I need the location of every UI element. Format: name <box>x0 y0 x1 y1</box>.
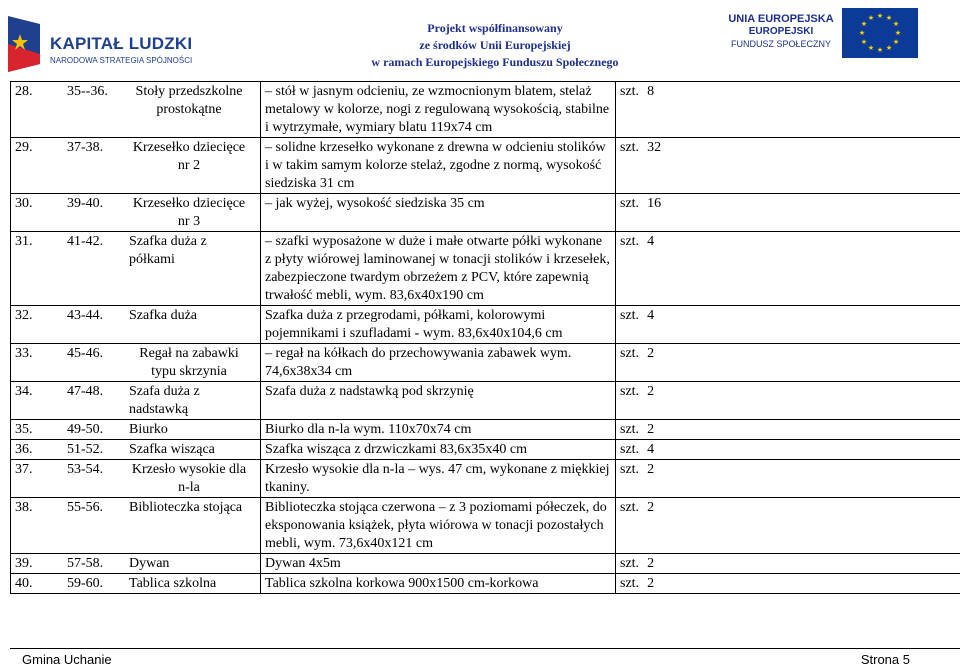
item-unit: szt. <box>620 308 640 323</box>
equipment-table <box>10 81 960 594</box>
table-row <box>11 554 960 574</box>
svg-text:★: ★ <box>867 14 875 22</box>
item-quantity: 2 <box>647 384 655 399</box>
item-unit: szt. <box>620 196 640 211</box>
item-name: Regał na zabawki typu skrzynia <box>139 346 239 379</box>
svg-text:★: ★ <box>867 44 875 52</box>
item-name: Szafa duża z nadstawką <box>129 384 200 417</box>
item-quantity: 4 <box>647 234 655 249</box>
item-name: Biurko <box>129 422 168 437</box>
item-unit: szt. <box>620 556 640 571</box>
item-pages: 41-42. <box>67 234 104 249</box>
item-description-cell <box>261 232 616 306</box>
eu-social-fund-logo <box>722 8 922 70</box>
item-pages: 43-44. <box>67 308 104 323</box>
item-description-cell <box>261 344 616 382</box>
table-row <box>11 460 960 498</box>
item-description: Tablica szkolna korkowa 900x1500 cm-korkowa <box>265 576 539 591</box>
item-id-cell <box>11 498 261 554</box>
item-description-cell <box>261 460 616 498</box>
item-unit: szt. <box>620 462 640 477</box>
svg-text:★: ★ <box>876 46 884 54</box>
item-unit: szt. <box>620 384 640 399</box>
item-pages: 59-60. <box>67 576 104 591</box>
item-unit: szt. <box>620 234 640 249</box>
item-description-cell <box>261 82 616 138</box>
item-unit: szt. <box>620 576 640 591</box>
item-number: 38. <box>15 500 33 515</box>
item-quantity-cell <box>616 138 960 194</box>
item-quantity: 32 <box>647 140 662 155</box>
svg-text:★: ★ <box>892 38 900 46</box>
item-number: 40. <box>15 576 33 591</box>
item-description: – jak wyżej, wysokość siedziska 35 cm <box>265 196 485 211</box>
table-row <box>11 574 960 594</box>
item-id-cell <box>11 194 261 232</box>
item-number: 28. <box>15 84 33 99</box>
eu-logo-line-3: FUNDUSZ SPOŁECZNY <box>730 39 831 49</box>
item-quantity-cell <box>616 440 960 460</box>
item-quantity: 8 <box>647 84 655 99</box>
item-description: Biurko dla n-la wym. 110x70x74 cm <box>265 422 472 437</box>
item-pages: 37-38. <box>67 140 104 155</box>
item-description-cell <box>261 440 616 460</box>
item-unit: szt. <box>620 140 640 155</box>
item-number: 39. <box>15 556 33 571</box>
item-pages: 53-54. <box>67 462 104 477</box>
item-name: Krzesełko dziecięce nr 3 <box>132 196 246 229</box>
item-description: – solidne krzesełko wykonane z drewna w odcieniu stolików i w takim samym kolorze stelaż, zgodne z normą, wysokość siedziska 31 cm <box>265 140 606 191</box>
item-number: 34. <box>15 384 33 399</box>
item-name: Tablica szkolna <box>129 576 217 591</box>
svg-text:★: ★ <box>858 29 866 37</box>
item-number: 33. <box>15 346 33 361</box>
item-quantity-cell <box>616 498 960 554</box>
eu-logo-line-1: UNIA EUROPEJSKA <box>728 13 834 25</box>
item-quantity: 2 <box>647 346 655 361</box>
table-row <box>11 498 960 554</box>
item-description: – stół w jasnym odcieniu, ze wzmocnionym blatem, stelaż metalowy w kolorze, nogi z regulowaną wysokością, stabilne i wytrzymałe, wymiary blatu 119x74 cm <box>265 84 610 135</box>
item-description: Szafa duża z nadstawką pod skrzynię <box>265 384 474 399</box>
svg-text:★: ★ <box>860 20 868 28</box>
item-pages: 57-58. <box>67 556 104 571</box>
table-row <box>11 82 960 138</box>
item-pages: 47-48. <box>67 384 104 399</box>
cofinancing-line-1: Projekt współfinansowany <box>427 21 563 35</box>
item-description-cell <box>261 498 616 554</box>
svg-text:★: ★ <box>885 44 893 52</box>
item-unit: szt. <box>620 422 640 437</box>
item-quantity-cell <box>616 574 960 594</box>
item-quantity-cell <box>616 420 960 440</box>
item-description-cell <box>261 420 616 440</box>
svg-text:★: ★ <box>876 12 884 20</box>
item-description: Biblioteczka stojąca czerwona – z 3 poziomami półeczek, do eksponowania książek, płyta wiórowa w tonacji pozostałych mebli, wym. 73,6x40x121 cm <box>265 500 607 551</box>
item-quantity: 4 <box>647 442 655 457</box>
footer-organization: Gmina Uchanie <box>22 652 112 667</box>
kapital-ludzki-logo <box>6 12 193 72</box>
item-quantity-cell <box>616 460 960 498</box>
svg-text:★: ★ <box>885 14 893 22</box>
cofinancing-line-3: w ramach Europejskiego Funduszu Społecznego <box>371 55 619 69</box>
item-number: 29. <box>15 140 33 155</box>
item-id-cell <box>11 554 261 574</box>
item-description-cell <box>261 554 616 574</box>
item-pages: 35--36. <box>67 84 108 99</box>
table-row <box>11 232 960 306</box>
eu-logo-line-2: EUROPEJSKI <box>748 26 814 37</box>
table-row <box>11 420 960 440</box>
item-pages: 55-56. <box>67 500 104 515</box>
equipment-table-body <box>11 82 960 594</box>
table-row <box>11 194 960 232</box>
item-description: – regał na kółkach do przechowywania zabawek wym. 74,6x38x34 cm <box>265 346 572 379</box>
item-pages: 45-46. <box>67 346 104 361</box>
item-number: 35. <box>15 422 33 437</box>
item-number: 30. <box>15 196 33 211</box>
item-description-cell <box>261 138 616 194</box>
item-unit: szt. <box>620 346 640 361</box>
item-quantity-cell <box>616 554 960 574</box>
kapital-ludzki-title: KAPITAŁ LUDZKI <box>50 34 193 53</box>
item-id-cell <box>11 420 261 440</box>
footer-divider <box>10 648 960 649</box>
item-name: Szafka duża z półkami <box>129 234 207 267</box>
item-number: 31. <box>15 234 33 249</box>
svg-text:★: ★ <box>860 38 868 46</box>
item-id-cell <box>11 82 261 138</box>
item-id-cell <box>11 306 261 344</box>
item-id-cell <box>11 138 261 194</box>
item-description-cell <box>261 306 616 344</box>
item-name: Szafka duża <box>129 308 198 323</box>
item-description: – szafki wyposażone w duże i małe otwarte półki wykonane z płyty wiórowej laminowanej w tonacji stolików i krzesełek, zabezpieczone twardym obrzeżem z PCV, które zapewnią trwałość mebli, wym. 83,6x40x190 cm <box>265 234 610 303</box>
item-name: Dywan <box>129 556 170 571</box>
item-name: Krzesełko dziecięce nr 2 <box>132 140 246 173</box>
item-id-cell <box>11 460 261 498</box>
item-name: Biblioteczka stojąca <box>129 500 243 515</box>
item-name: Stoły przedszkolne prostokątne <box>135 84 243 117</box>
item-name: Szafka wisząca <box>129 442 215 457</box>
item-quantity-cell <box>616 344 960 382</box>
svg-text:★: ★ <box>894 29 902 37</box>
item-quantity-cell <box>616 82 960 138</box>
item-quantity-cell <box>616 306 960 344</box>
item-pages: 39-40. <box>67 196 104 211</box>
item-id-cell <box>11 382 261 420</box>
table-row <box>11 138 960 194</box>
item-description: Szafka duża z przegrodami, półkami, kolorowymi pojemnikami i szufladami - wym. 83,6x40x104,6 cm <box>265 308 563 341</box>
item-id-cell <box>11 440 261 460</box>
item-number: 37. <box>15 462 33 477</box>
item-id-cell <box>11 344 261 382</box>
table-row <box>11 306 960 344</box>
item-quantity: 2 <box>647 556 655 571</box>
item-quantity: 16 <box>647 196 662 211</box>
item-description-cell <box>261 194 616 232</box>
footer-page-number: Strona 5 <box>860 652 910 667</box>
item-unit: szt. <box>620 84 640 99</box>
page-header <box>0 0 960 80</box>
item-description-cell <box>261 574 616 594</box>
eu-flag-icon <box>842 8 918 58</box>
item-quantity: 2 <box>647 500 655 515</box>
item-description: Krzesło wysokie dla n-la – wys. 47 cm, wykonane z miękkiej tkaniny. <box>265 462 610 495</box>
kapital-ludzki-subtitle: NARODOWA STRATEGIA SPÓJNOŚCI <box>50 56 193 65</box>
item-number: 36. <box>15 442 33 457</box>
item-quantity: 2 <box>647 422 655 437</box>
table-row <box>11 344 960 382</box>
item-name: Krzesło wysokie dla n-la <box>131 462 247 495</box>
item-quantity-cell <box>616 232 960 306</box>
item-description: Dywan 4x5m <box>265 556 341 571</box>
svg-text:★: ★ <box>892 20 900 28</box>
item-quantity-cell <box>616 382 960 420</box>
item-quantity-cell <box>616 194 960 232</box>
item-unit: szt. <box>620 500 640 515</box>
cofinancing-line-2: ze środków Unii Europejskiej <box>419 38 571 52</box>
item-pages: 49-50. <box>67 422 104 437</box>
table-row <box>11 382 960 420</box>
item-quantity: 2 <box>647 462 655 477</box>
item-number: 32. <box>15 308 33 323</box>
item-pages: 51-52. <box>67 442 104 457</box>
item-quantity: 2 <box>647 576 655 591</box>
cofinancing-note <box>360 20 630 71</box>
item-id-cell <box>11 574 261 594</box>
kapital-ludzki-flag-icon <box>6 14 42 72</box>
table-row <box>11 440 960 460</box>
item-quantity: 4 <box>647 308 655 323</box>
item-id-cell <box>11 232 261 306</box>
item-description-cell <box>261 382 616 420</box>
item-unit: szt. <box>620 442 640 457</box>
item-description: Szafka wisząca z drzwiczkami 83,6x35x40 cm <box>265 442 528 457</box>
